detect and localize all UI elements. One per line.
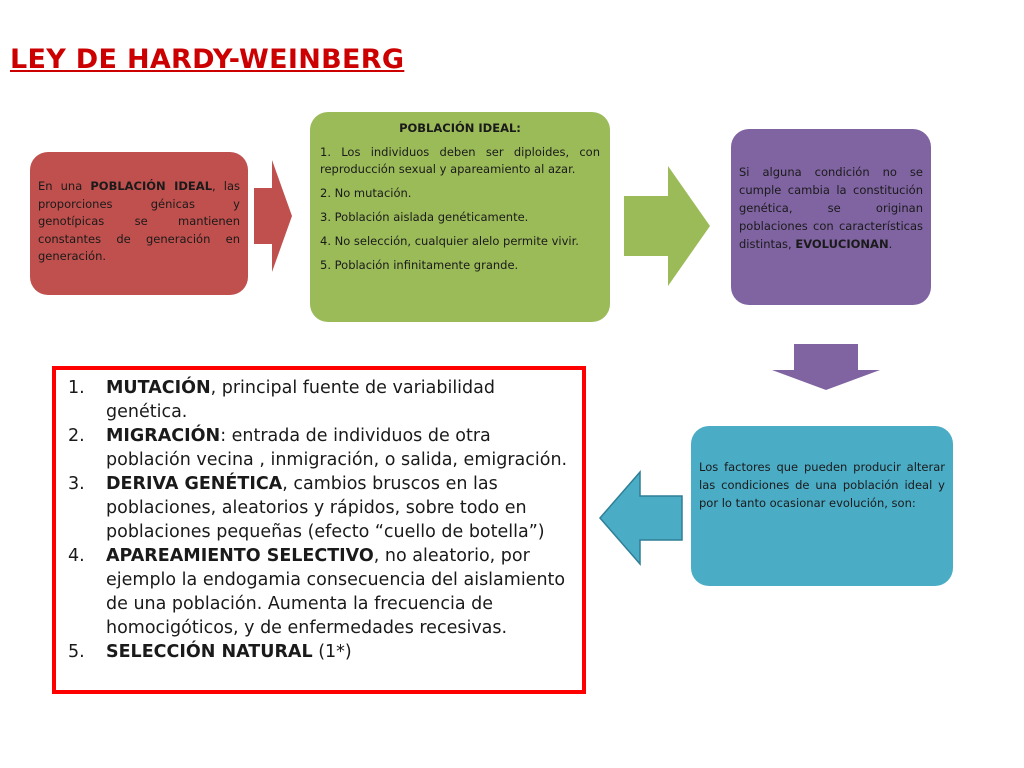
factor-number: 4. xyxy=(68,546,85,566)
condition-item: 5. Población infinitamente grande. xyxy=(320,258,519,272)
factor-description: , principal fuente de variabilidad genética. xyxy=(106,378,495,422)
ideal-population-text-pre: En una xyxy=(38,179,91,193)
factors-intro-box xyxy=(691,426,953,586)
factor-number: 3. xyxy=(68,474,85,494)
arrow-left xyxy=(600,472,684,564)
evolution-box xyxy=(731,129,931,305)
page-title: LEY DE HARDY-WEINBERG xyxy=(10,44,405,75)
factor-name: APAREAMIENTO SELECTIVO xyxy=(106,546,374,566)
factor-description: (1*) xyxy=(312,642,352,662)
ideal-population-text-bold: POBLACIÓN IDEAL xyxy=(90,179,213,193)
evolution-text-bold: EVOLUCIONAN xyxy=(795,237,889,251)
factors-intro-text: Los factores que pueden producir alterar las condiciones de una población ideal y por lo tanto ocasionar evolución, son: xyxy=(699,460,945,510)
factor-description: , cambios bruscos en las poblaciones, aleatorios y rápidos, sobre todo en poblaciones pequeñas (efecto “cuello de botella”) xyxy=(106,474,545,542)
condition-item: 1. Los individuos deben ser diploides, con reproducción sexual y apareamiento al azar. xyxy=(320,145,600,176)
evolution-factors-list xyxy=(62,376,574,664)
condition-item: 2. No mutación. xyxy=(320,186,412,200)
evolution-text-post: . xyxy=(888,237,893,251)
factor-description: : entrada de individuos de otra población vecina , inmigración, o salida, emigración. xyxy=(106,426,568,470)
factor-name: MIGRACIÓN xyxy=(106,426,221,446)
factor-name: DERIVA GENÉTICA xyxy=(106,474,283,494)
factor-item xyxy=(62,472,574,544)
factor-number: 2. xyxy=(68,426,85,446)
factor-item xyxy=(62,544,574,640)
factor-item xyxy=(62,640,574,664)
factor-description: , no aleatorio, por ejemplo la endogamia consecuencia del aislamiento de una población. Aumenta la frecuencia de homocigóticos, y de enfermedades recesivas. xyxy=(106,546,566,638)
factor-name: SELECCIÓN NATURAL xyxy=(106,642,313,662)
evolution-text-pre: Si alguna condición no se cumple cambia la constitución genética, se originan poblaciones con características distintas, xyxy=(739,165,923,251)
arrow-right-2 xyxy=(624,166,712,286)
evolution-factors-list-box xyxy=(52,366,586,694)
ideal-conditions-heading: POBLACIÓN IDEAL: xyxy=(399,121,521,135)
factor-number: 1. xyxy=(68,378,85,398)
factor-name: MUTACIÓN xyxy=(106,378,211,398)
arrow-down xyxy=(770,344,882,392)
arrow-right-1 xyxy=(254,160,294,272)
ideal-conditions-box xyxy=(310,112,610,322)
ideal-population-box xyxy=(30,152,248,295)
factor-number: 5. xyxy=(68,642,85,662)
ideal-population-text-post: , las proporciones génicas y genotípicas se mantienen constantes de generación en generación. xyxy=(38,179,241,263)
factor-item xyxy=(62,424,574,472)
factor-item xyxy=(62,376,574,424)
condition-item: 4. No selección, cualquier alelo permite vivir. xyxy=(320,234,579,248)
condition-item: 3. Población aislada genéticamente. xyxy=(320,210,529,224)
